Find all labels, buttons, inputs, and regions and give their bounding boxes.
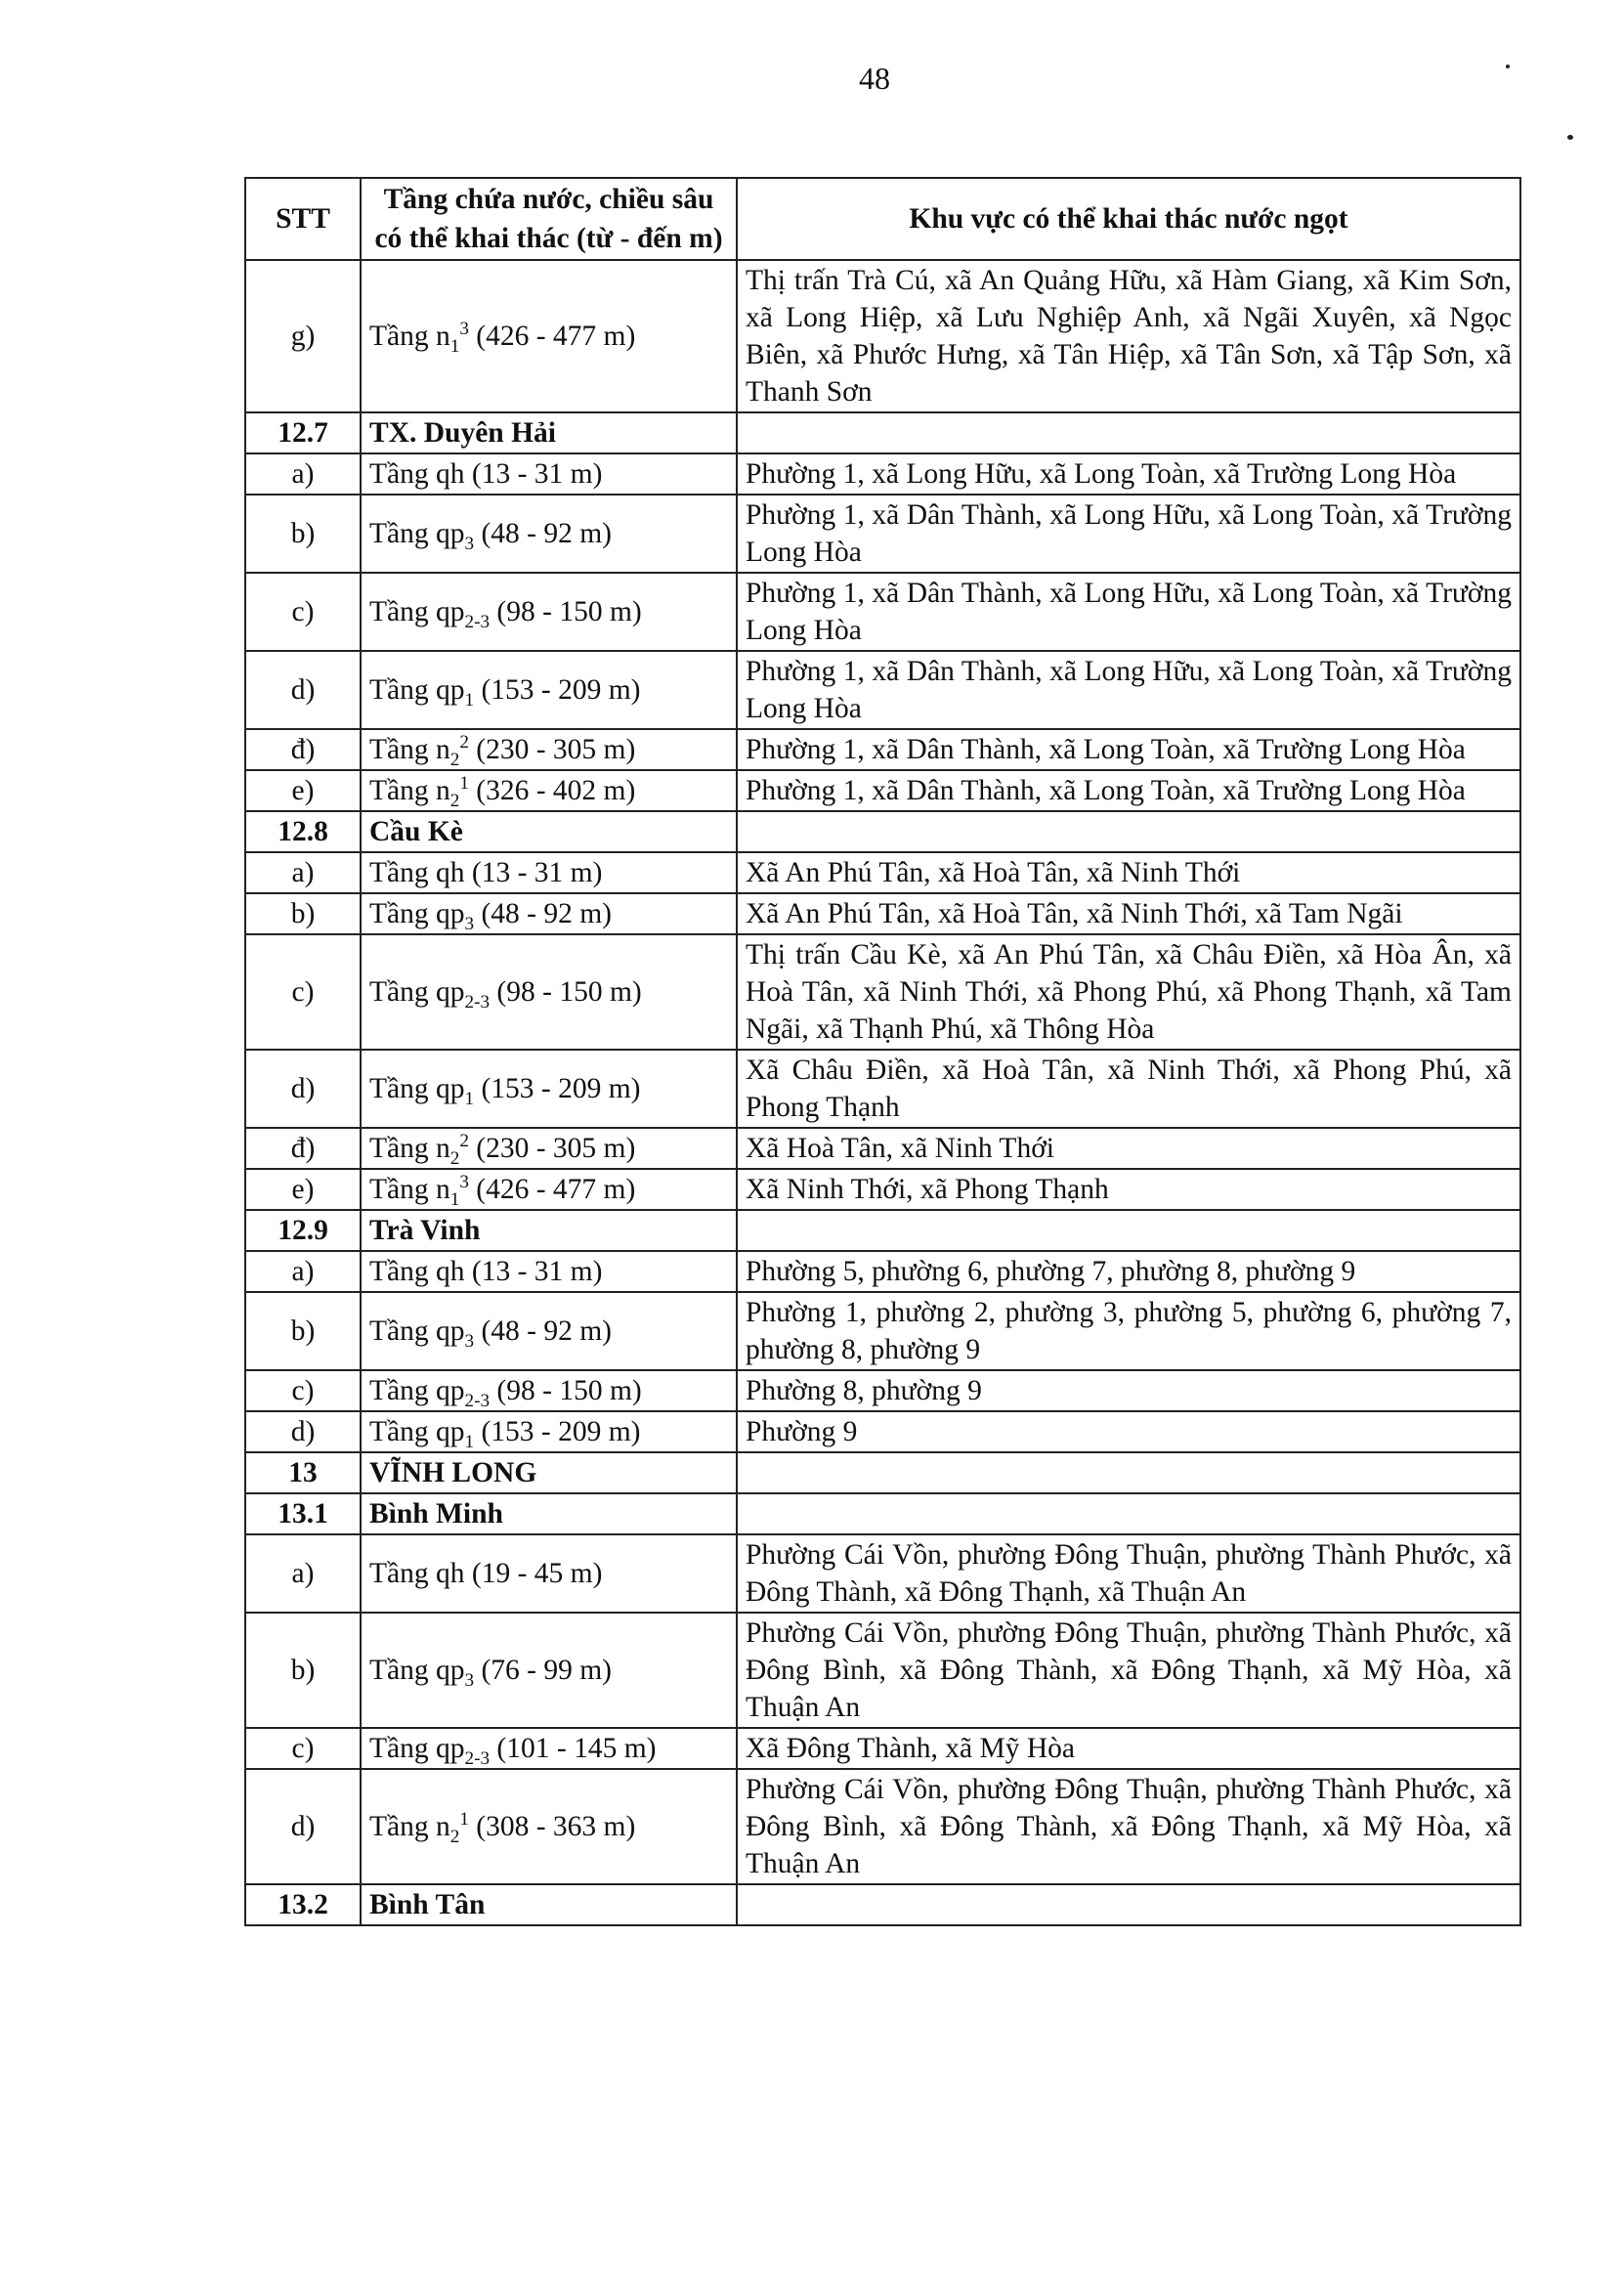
layer-depth: (326 - 402 m) [468,775,636,806]
section-name: Trà Vinh [361,1210,737,1251]
layer-name: Tầng qp [369,1315,465,1347]
layer-name: Tầng n [369,775,450,806]
layer-depth: (13 - 31 m) [464,857,603,888]
scan-speck [1567,135,1573,140]
area-cell: Phường 1, xã Dân Thành, xã Long Hữu, xã Long Toàn, xã Trường Long Hòa [737,495,1520,573]
layer-superscript: 3 [459,1172,469,1193]
item-label: đ) [245,1128,361,1169]
layer-name: Tầng qh [369,458,465,490]
layer-cell [361,1251,737,1292]
layer-subscript: 2-3 [464,991,491,1013]
layer-cell [361,1534,737,1613]
area-cell: Phường 5, phường 6, phường 7, phường 8, phường 9 [737,1251,1520,1292]
area-cell: Xã An Phú Tân, xã Hoà Tân, xã Ninh Thới, xã Tam Ngãi [737,893,1520,934]
table-row [245,852,1520,893]
section-row [245,1493,1520,1534]
empty-cell [737,1493,1520,1534]
layer-depth: (48 - 92 m) [474,1315,612,1347]
table-row [245,1534,1520,1613]
table-row [245,1728,1520,1769]
layer-subscript: 2 [449,790,460,811]
section-row [245,811,1520,852]
layer-name: Tầng n [369,1174,450,1205]
section-row [245,1884,1520,1925]
layer-name: Tầng qh [369,857,465,888]
area-cell: Phường 1, xã Long Hữu, xã Long Toàn, xã Trường Long Hòa [737,453,1520,495]
layer-cell [361,1728,737,1769]
layer-name: Tầng qp [369,518,465,549]
layer-cell [361,934,737,1050]
layer-superscript: 3 [459,319,469,340]
item-label: e) [245,770,361,811]
item-label: e) [245,1169,361,1210]
layer-name: Tầng qp [369,674,465,706]
area-cell: Thị trấn Cầu Kè, xã An Phú Tân, xã Châu Điền, xã Hòa Ân, xã Hoà Tân, xã Ninh Thới, xã Phong Phú, xã Phong Thạnh, xã Tam Ngãi, xã Thạnh Phú, xã Thông Hòa [737,934,1520,1050]
section-name: Bình Tân [361,1884,737,1925]
section-row [245,1452,1520,1493]
layer-superscript: 2 [459,732,469,754]
area-cell: Phường Cái Vồn, phường Đông Thuận, phường Thành Phước, xã Đông Bình, xã Đông Thành, xã Đông Thạnh, xã Mỹ Hòa, xã Thuận An [737,1769,1520,1884]
empty-cell [737,1884,1520,1925]
layer-cell [361,1411,737,1452]
empty-cell [737,1210,1520,1251]
table-row [245,1292,1520,1370]
layer-depth: (13 - 31 m) [464,1256,603,1287]
layer-subscript: 3 [464,913,475,934]
layer-superscript: 2 [459,1131,469,1152]
item-label: a) [245,852,361,893]
layer-name: Tầng qh [369,1558,465,1589]
layer-name: Tầng n [369,321,450,352]
empty-cell [737,412,1520,453]
item-label: c) [245,573,361,651]
layer-cell [361,495,737,573]
table-header-row [245,178,1520,260]
layer-name: Tầng qp [369,596,465,627]
table-row [245,260,1520,412]
section-row [245,1210,1520,1251]
layer-name: Tầng qp [369,1655,465,1686]
section-number: 13.1 [245,1493,361,1534]
layer-depth: (98 - 150 m) [490,976,642,1008]
table-row [245,729,1520,770]
layer-depth: (153 - 209 m) [474,1416,641,1447]
layer-depth: (153 - 209 m) [474,674,641,706]
area-cell: Phường 1, phường 2, phường 3, phường 5, phường 6, phường 7, phường 8, phường 9 [737,1292,1520,1370]
table-row [245,1613,1520,1728]
section-name: Cầu Kè [361,811,737,852]
layer-cell [361,573,737,651]
layer-depth: (426 - 477 m) [468,1174,636,1205]
section-number: 12.7 [245,412,361,453]
layer-subscript: 2 [449,749,460,770]
section-number: 13 [245,1452,361,1493]
header-layer: Tầng chứa nước, chiều sâu có thể khai thác (từ - đến m) [361,178,737,260]
layer-cell [361,729,737,770]
table-row [245,893,1520,934]
layer-depth: (48 - 92 m) [474,518,612,549]
table-row [245,453,1520,495]
layer-depth: (48 - 92 m) [474,898,612,929]
area-cell: Xã An Phú Tân, xã Hoà Tân, xã Ninh Thới [737,852,1520,893]
table-row [245,1411,1520,1452]
table-row [245,1050,1520,1128]
layer-cell [361,453,737,495]
item-label: a) [245,453,361,495]
item-label: g) [245,260,361,412]
area-cell: Thị trấn Trà Cú, xã An Quảng Hữu, xã Hàm Giang, xã Kim Sơn, xã Long Hiệp, xã Lưu Nghiệp Anh, xã Ngãi Xuyên, xã Ngọc Biên, xã Phước Hưng, xã Tân Hiệp, xã Tân Sơn, xã Tập Sơn, xã Thanh Sơn [737,260,1520,412]
layer-name: Tầng n [369,1133,450,1164]
item-label: b) [245,893,361,934]
item-label: b) [245,495,361,573]
layer-cell [361,1769,737,1884]
layer-name: Tầng n [369,734,450,765]
layer-cell [361,1050,737,1128]
area-cell: Phường 1, xã Dân Thành, xã Long Hữu, xã Long Toàn, xã Trường Long Hòa [737,573,1520,651]
section-name: TX. Duyên Hải [361,412,737,453]
section-row [245,412,1520,453]
layer-subscript: 3 [464,1669,475,1691]
layer-depth: (308 - 363 m) [468,1811,636,1842]
table-body [245,260,1520,1925]
header-area: Khu vực có thể khai thác nước ngọt [737,178,1520,260]
layer-subscript: 2-3 [464,1390,491,1411]
section-number: 12.8 [245,811,361,852]
area-cell: Phường Cái Vồn, phường Đông Thuận, phường Thành Phước, xã Đông Bình, xã Đông Thành, xã Đông Thạnh, xã Mỹ Hòa, xã Thuận An [737,1613,1520,1728]
table-row [245,770,1520,811]
table-row [245,934,1520,1050]
layer-name: Tầng n [369,1811,450,1842]
item-label: c) [245,1728,361,1769]
area-cell: Phường 8, phường 9 [737,1370,1520,1411]
layer-depth: (230 - 305 m) [468,734,636,765]
area-cell: Xã Châu Điền, xã Hoà Tân, xã Ninh Thới, xã Phong Phú, xã Phong Thạnh [737,1050,1520,1128]
item-label: b) [245,1292,361,1370]
layer-depth: (230 - 305 m) [468,1133,636,1164]
item-label: b) [245,1613,361,1728]
item-label: đ) [245,729,361,770]
empty-cell [737,811,1520,852]
table-row [245,1370,1520,1411]
layer-depth: (19 - 45 m) [464,1558,603,1589]
layer-subscript: 2-3 [464,1747,491,1769]
layer-name: Tầng qp [369,1733,465,1764]
layer-depth: (98 - 150 m) [490,596,642,627]
section-name: Bình Minh [361,1493,737,1534]
layer-depth: (426 - 477 m) [468,321,636,352]
layer-name: Tầng qp [369,1375,465,1406]
layer-depth: (153 - 209 m) [474,1073,641,1104]
area-cell: Phường 9 [737,1411,1520,1452]
layer-name: Tầng qh [369,1256,465,1287]
section-number: 13.2 [245,1884,361,1925]
layer-depth: (76 - 99 m) [474,1655,612,1686]
section-name: VĨNH LONG [361,1452,737,1493]
item-label: d) [245,1769,361,1884]
area-cell: Xã Ninh Thới, xã Phong Thạnh [737,1169,1520,1210]
layer-cell [361,1128,737,1169]
table-row [245,1169,1520,1210]
layer-subscript: 2-3 [464,611,491,632]
layer-subscript: 3 [464,533,475,554]
item-label: c) [245,1370,361,1411]
layer-depth: (13 - 31 m) [464,458,603,490]
table-row [245,495,1520,573]
layer-cell [361,1613,737,1728]
empty-cell [737,1452,1520,1493]
layer-name: Tầng qp [369,898,465,929]
layer-subscript: 1 [464,1431,475,1452]
table-row [245,651,1520,729]
item-label: c) [245,934,361,1050]
item-label: a) [245,1534,361,1613]
table-row [245,1251,1520,1292]
area-cell: Phường 1, xã Dân Thành, xã Long Toàn, xã Trường Long Hòa [737,770,1520,811]
layer-superscript: 1 [459,1809,469,1831]
layer-cell [361,1169,737,1210]
item-label: d) [245,651,361,729]
area-cell: Xã Hoà Tân, xã Ninh Thới [737,1128,1520,1169]
aquifer-table [244,177,1521,1926]
area-cell: Phường Cái Vồn, phường Đông Thuận, phường Thành Phước, xã Đông Thành, xã Đông Thạnh, xã Thuận An [737,1534,1520,1613]
layer-depth: (101 - 145 m) [490,1733,657,1764]
layer-subscript: 2 [449,1826,460,1847]
item-label: d) [245,1411,361,1452]
table-row [245,573,1520,651]
layer-name: Tầng qp [369,1073,465,1104]
layer-cell [361,893,737,934]
layer-cell [361,651,737,729]
layer-superscript: 1 [459,773,469,795]
layer-cell [361,1292,737,1370]
layer-cell [361,1370,737,1411]
layer-cell [361,770,737,811]
layer-name: Tầng qp [369,1416,465,1447]
area-cell: Phường 1, xã Dân Thành, xã Long Hữu, xã Long Toàn, xã Trường Long Hòa [737,651,1520,729]
layer-subscript: 1 [464,689,475,711]
page-number: 48 [859,61,890,96]
section-number: 12.9 [245,1210,361,1251]
item-label: a) [245,1251,361,1292]
table-row [245,1128,1520,1169]
layer-subscript: 1 [449,335,460,357]
scan-speck [1506,65,1510,68]
layer-subscript: 1 [464,1088,475,1109]
table-row [245,1769,1520,1884]
layer-depth: (98 - 150 m) [490,1375,642,1406]
area-cell: Xã Đông Thành, xã Mỹ Hòa [737,1728,1520,1769]
item-label: d) [245,1050,361,1128]
area-cell: Phường 1, xã Dân Thành, xã Long Toàn, xã Trường Long Hòa [737,729,1520,770]
layer-subscript: 1 [449,1188,460,1210]
layer-subscript: 3 [464,1330,475,1352]
layer-cell [361,260,737,412]
header-stt: STT [245,178,361,260]
layer-subscript: 2 [449,1147,460,1169]
layer-name: Tầng qp [369,976,465,1008]
layer-cell [361,852,737,893]
